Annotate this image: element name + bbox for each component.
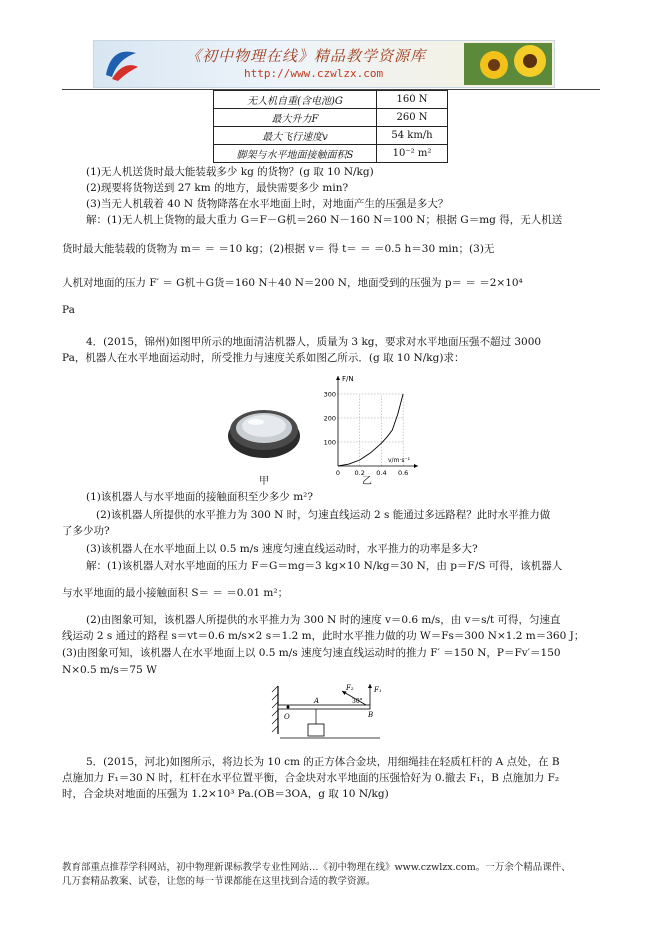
q3-solution-line: 解：(1)无人机上货物的最大重力 G＝F－G机＝260 N－160 N＝100 N；根据 G＝mg 得，无人机送 (86, 214, 563, 226)
header-banner (93, 40, 555, 88)
banner-title: 《初中物理在线》精品教学资源库 (186, 47, 427, 65)
banner-url[interactable]: http://www.czwlzx.com (244, 67, 384, 80)
y-tick-label: 300 (323, 390, 336, 399)
robot-figure (226, 404, 302, 460)
q4-item-1: (1)该机器人与水平地面的接触面积至少多少 m²? (86, 491, 314, 503)
label-angle: 30° (352, 698, 363, 705)
label-b: B (368, 711, 374, 719)
q4-item-2-cont: 了多少功? (62, 525, 110, 537)
q3-item-1: (1)无人机送货时最大能装载多少 kg 的货物？(g 取 10 N/kg) (86, 166, 374, 178)
q4-item-3: (3)该机器人在水平地面上以 0.5 m/s 速度匀速直线运动时，水平推力的功率是多大? (86, 543, 478, 555)
lever-bar (278, 705, 370, 709)
x-tick-label: 0.4 (376, 469, 387, 477)
q4-item-2: (2)该机器人所提供的水平推力为 300 N 时，匀速直线运动 2 s 能通过多远路程？此时水平推力做 (96, 509, 551, 521)
q4-solution-line: 线运动 2 s 通过的路程 s＝vt＝0.6 m/s×2 s＝1.2 m，此时水平推力做的功 W＝Fs＝300 N×1.2 m＝360 J； (62, 630, 585, 642)
y-tick-label: 200 (323, 414, 336, 423)
footer-line: 几万套精品教案、试卷，让您的每一节课都能在这里找到合适的教学资源。 (62, 876, 376, 887)
chart-grid (338, 394, 403, 466)
figure-b-label: 乙 (362, 476, 372, 487)
q5-stem-line: 点施加力 F₁＝30 N 时，杠杆在水平位置平衡，合金块对水平地面的压强恰好为 0.撤去 F₁，B 点施加力 F₂ (62, 772, 560, 784)
site-logo-icon (102, 45, 140, 83)
table-row: 最大飞行速度v 54 km/h (214, 127, 448, 145)
wall-hatch (272, 686, 278, 732)
q4-solution-line: 与水平地面的最小接触面积 S＝ ＝ ＝0.01 m²； (62, 587, 289, 599)
force-velocity-chart (318, 372, 428, 482)
q3-solution-line: Pa (62, 304, 75, 316)
table-row: 最大升力F 260 N (214, 109, 448, 127)
label-a: A (314, 697, 320, 705)
y-tick-label: 100 (323, 438, 336, 447)
table-row: 无人机自重(含电池)G 160 N (214, 91, 448, 109)
q4-solution-line: N×0.5 m/s＝75 W (62, 664, 157, 676)
x-axis-label: v/m·s⁻¹ (388, 457, 411, 464)
lever-figure (270, 682, 390, 744)
figure-a-label: 甲 (259, 476, 269, 487)
x-tick-label: 0 (335, 469, 341, 477)
q3-solution-line: 货时最大能装载的货物为 m＝ ＝ ＝10 kg；(2)根据 v＝ 得 t＝ ＝ ＝0.5 h＝30 min；(3)无 (62, 243, 495, 255)
series-line (338, 394, 403, 466)
q4-solution-line: (2)由图象可知，该机器人所提供的水平推力为 300 N 时的速度 v＝0.6 m/s，由 v＝s/t 可得，匀速直 (86, 614, 561, 626)
spec-table (213, 90, 448, 163)
q4-solution-line: 解：(1)该机器人对水平地面的压力 F＝G＝mg＝3 kg×10 N/kg＝30 N，由 p＝F/S 可得，该机器人 (86, 560, 563, 572)
x-axis-arrow-icon (414, 464, 418, 468)
f1-arrow-icon (368, 684, 372, 688)
q4-stem-line: 4．(2015，锦州)如图甲所示的地面清洁机器人，质量为 3 kg，要求对水平地面压强不超过 3000 (86, 336, 542, 348)
sunflower-icon (464, 43, 552, 85)
q5-stem-line: 5．(2015，河北)如图所示，将边长为 10 cm 的正方体合金块，用细绳挂在轻质杠杆的 A 点处，在 B (86, 756, 560, 768)
label-o: O (284, 713, 290, 721)
label-f1: F₁ (374, 686, 382, 694)
table-row: 脚架与水平地面接触面积S 10⁻² m² (214, 145, 448, 163)
q4-solution-line: (3)由图象可知，该机器人在水平地面上以 0.5 m/s 速度匀速直线运动时的推力 F′ ＝150 N，P＝Fv′＝150 (62, 647, 561, 659)
label-f2: F₂ (346, 684, 354, 692)
x-tick-label: 0.6 (397, 469, 409, 477)
y-axis-label: F/N (342, 375, 354, 383)
alloy-block (308, 724, 324, 736)
footer-line: 教育部重点推荐学科网站，初中物理新课标教学专业性网站…《初中物理在线》www.czwlzx.com。一万余个精品课件、 (62, 862, 571, 873)
q3-item-3: (3)当无人机载着 40 N 货物降落在水平地面上时，对地面产生的压强是多大？ (86, 198, 449, 210)
y-axis-arrow-icon (336, 376, 340, 380)
x-tick-label: 0.2 (354, 469, 365, 477)
q5-stem-line: 时，合金块对地面的压强为 1.2×10³ Pa.(OB＝3OA，g 取 10 N/kg) (62, 788, 389, 800)
q3-solution-line: 人机对地面的压力 F′ ＝ G机＋G货＝160 N＋40 N＝200 N，地面受到的压强为 p＝ ＝ ＝2×10⁴ (62, 277, 523, 289)
footer (62, 861, 571, 889)
q3-item-2: (2)现要将货物送到 27 km 的地方，最快需要多少 min? (86, 182, 349, 194)
q4-stem-line: Pa，机器人在水平地面运动时，所受推力与速度关系如图乙所示．(g 取 10 N/kg)求： (62, 352, 465, 364)
pivot-o (287, 706, 290, 709)
